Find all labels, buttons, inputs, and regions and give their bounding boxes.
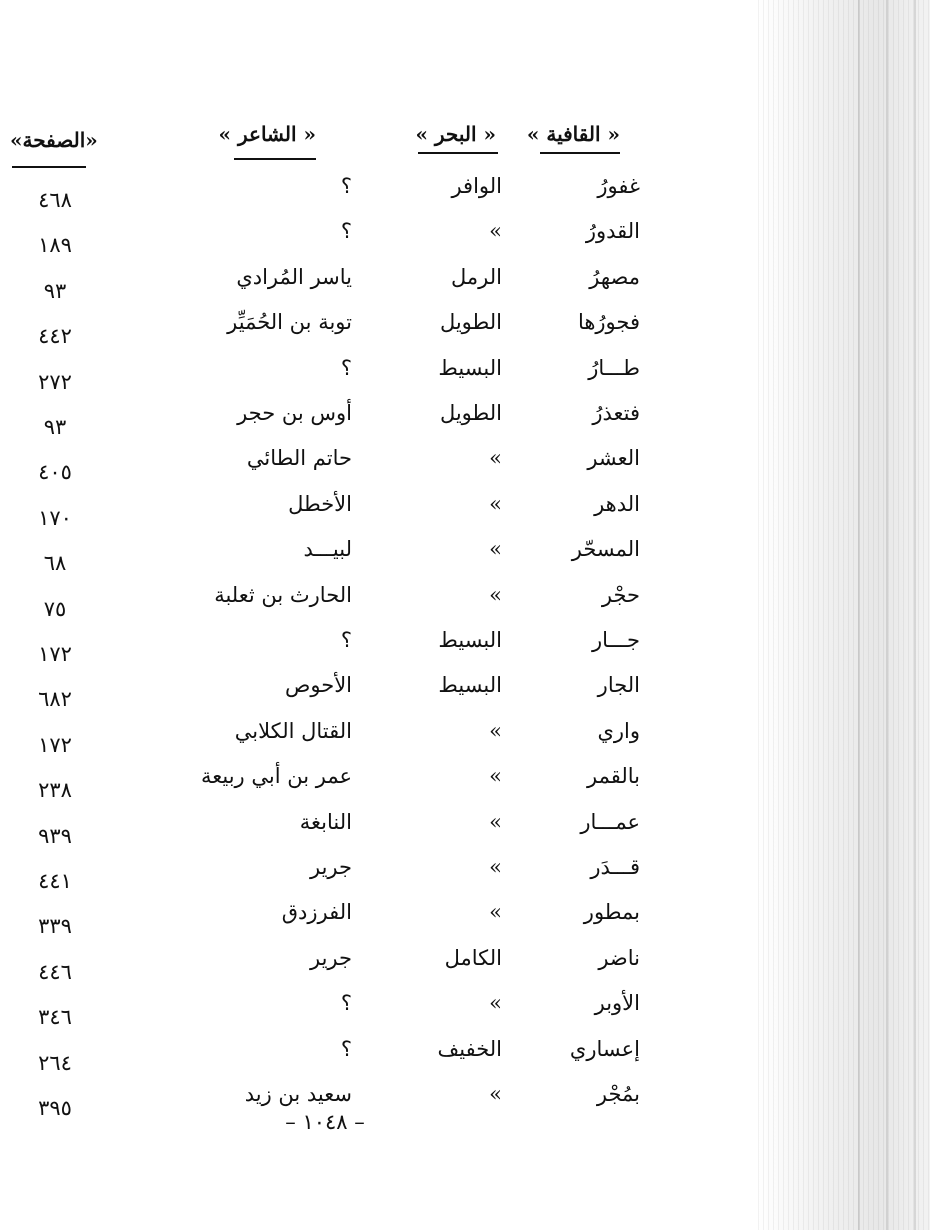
qafia-cell: بمطور [583, 900, 640, 924]
poet-cell: عمر بن أبي ربيعة [200, 764, 352, 788]
poet-cell: سعيد بن زيد [244, 1082, 352, 1106]
qafia-cell: طـــارُ [588, 356, 640, 380]
bahr-cell: » [489, 1082, 502, 1106]
poet-cell: لبيـــد [303, 537, 352, 561]
bahr-cell: الكامل [444, 946, 502, 970]
page-number-cell: ٤٤٢ [38, 324, 72, 348]
poet-cell: ؟ [340, 628, 352, 652]
qafia-cell: فتعذرُ [592, 401, 640, 425]
qafia-cell: بالقمر [587, 764, 640, 788]
page-number-cell: ٩٣ [43, 279, 67, 303]
page-number-cell: ٤٤٦ [38, 960, 72, 984]
bahr-cell: » [489, 492, 502, 516]
bahr-cell: » [489, 810, 502, 834]
poet-cell: ياسر المُرادي [236, 265, 352, 289]
qafia-cell: الدهر [594, 492, 640, 516]
qafia-cell: إعساري [569, 1037, 640, 1061]
page-number-cell: ١٨٩ [38, 233, 72, 257]
poet-cell: القتال الكلابي [234, 719, 352, 743]
page-number-cell: ٦٨ [43, 551, 67, 575]
bahr-cell: » [489, 446, 502, 470]
page-number-cell: ١٧٢ [38, 642, 72, 666]
poet-cell: حاتم الطائي [246, 446, 352, 470]
qafia-cell: القدورُ [585, 219, 640, 243]
bahr-cell: » [489, 219, 502, 243]
page-number-cell: ٣٣٩ [38, 914, 72, 938]
page-number-cell: ٢٦٤ [38, 1051, 72, 1075]
header-page-underline [12, 166, 86, 168]
qafia-cell: الجار [597, 673, 640, 697]
bahr-cell: الوافر [451, 174, 502, 198]
header-bahr-underline [418, 152, 498, 154]
poet-cell: ؟ [340, 356, 352, 380]
header-shaer-underline [234, 158, 316, 160]
poet-cell: جرير [310, 855, 352, 879]
poet-cell: ؟ [340, 174, 352, 198]
poet-cell: الفرزدق [281, 900, 352, 924]
page-number-cell: ١٧٢ [38, 733, 72, 757]
qafia-cell: بمُجْر [596, 1082, 640, 1106]
gutter-line [858, 0, 860, 1230]
bahr-cell: البسيط [438, 673, 502, 697]
qafia-cell: عمـــار [580, 810, 640, 834]
poet-cell: توبة بن الحُمَيِّر [227, 310, 352, 334]
bahr-cell: » [489, 900, 502, 924]
bahr-cell: » [489, 537, 502, 561]
poet-cell: الحارث بن ثعلبة [214, 583, 352, 607]
page-number-cell: ٧٥ [43, 597, 67, 621]
bahr-cell: » [489, 583, 502, 607]
bahr-cell: » [489, 991, 502, 1015]
page-number-cell: ٩٣ [43, 415, 67, 439]
page-number-cell: ٤٤١ [38, 869, 72, 893]
page-number-cell: ٢٧٢ [38, 370, 72, 394]
page-number-cell: ٩٣٩ [38, 824, 72, 848]
bahr-cell: » [489, 764, 502, 788]
qafia-cell: جـــار [592, 628, 640, 652]
qafia-cell: المسحّر [571, 537, 640, 561]
poet-cell: ؟ [340, 1037, 352, 1061]
page-number-cell: ٤٦٨ [38, 188, 72, 212]
bahr-cell: البسيط [438, 356, 502, 380]
header-qafia-underline [540, 152, 620, 154]
page-number-cell: ٤٠٥ [38, 460, 72, 484]
qafia-cell: قـــدَر [590, 855, 640, 879]
qafia-cell: ناضر [598, 946, 640, 970]
poet-cell: ؟ [340, 991, 352, 1015]
bahr-cell: البسيط [438, 628, 502, 652]
poet-cell: جرير [310, 946, 352, 970]
bahr-cell: » [489, 719, 502, 743]
gutter-line [886, 0, 888, 1230]
poet-cell: ؟ [340, 219, 352, 243]
qafia-cell: حجْر [601, 583, 640, 607]
qafia-cell: العشر [587, 446, 640, 470]
header-page: «الصفحة» [10, 128, 98, 152]
qafia-cell: الأوبر [594, 991, 640, 1015]
header-shaer: « الشاعر » [218, 122, 316, 146]
poet-cell: الأحوص [284, 673, 352, 697]
page-number-cell: ٣٤٦ [38, 1005, 72, 1029]
page-number-cell: ٦٨٢ [38, 687, 72, 711]
bahr-cell: الخفيف [437, 1037, 502, 1061]
header-qafia: « القافية » [526, 122, 620, 146]
poet-cell: الأخطل [288, 492, 352, 516]
bahr-cell: الطويل [439, 310, 502, 334]
poet-cell: أوس بن حجر [237, 401, 352, 425]
qafia-cell: واري [597, 719, 640, 743]
header-bahr: « البحر » [415, 122, 496, 146]
page-number-cell: ٣٩٥ [38, 1096, 72, 1120]
bahr-cell: الرمل [451, 265, 502, 289]
page-number-cell: ٢٣٨ [38, 778, 72, 802]
bahr-cell: الطويل [439, 401, 502, 425]
gutter-line [914, 0, 916, 1230]
qafia-cell: فجورُها [577, 310, 640, 334]
page-footer-number: – ١٠٤٨ – [285, 1110, 365, 1134]
poet-cell: النابغة [299, 810, 352, 834]
bahr-cell: » [489, 855, 502, 879]
scan-gutter [758, 0, 930, 1230]
page-number-cell: ١٧٠ [38, 506, 72, 530]
qafia-cell: غفورُ [597, 174, 640, 198]
qafia-cell: مصهرُ [589, 265, 640, 289]
